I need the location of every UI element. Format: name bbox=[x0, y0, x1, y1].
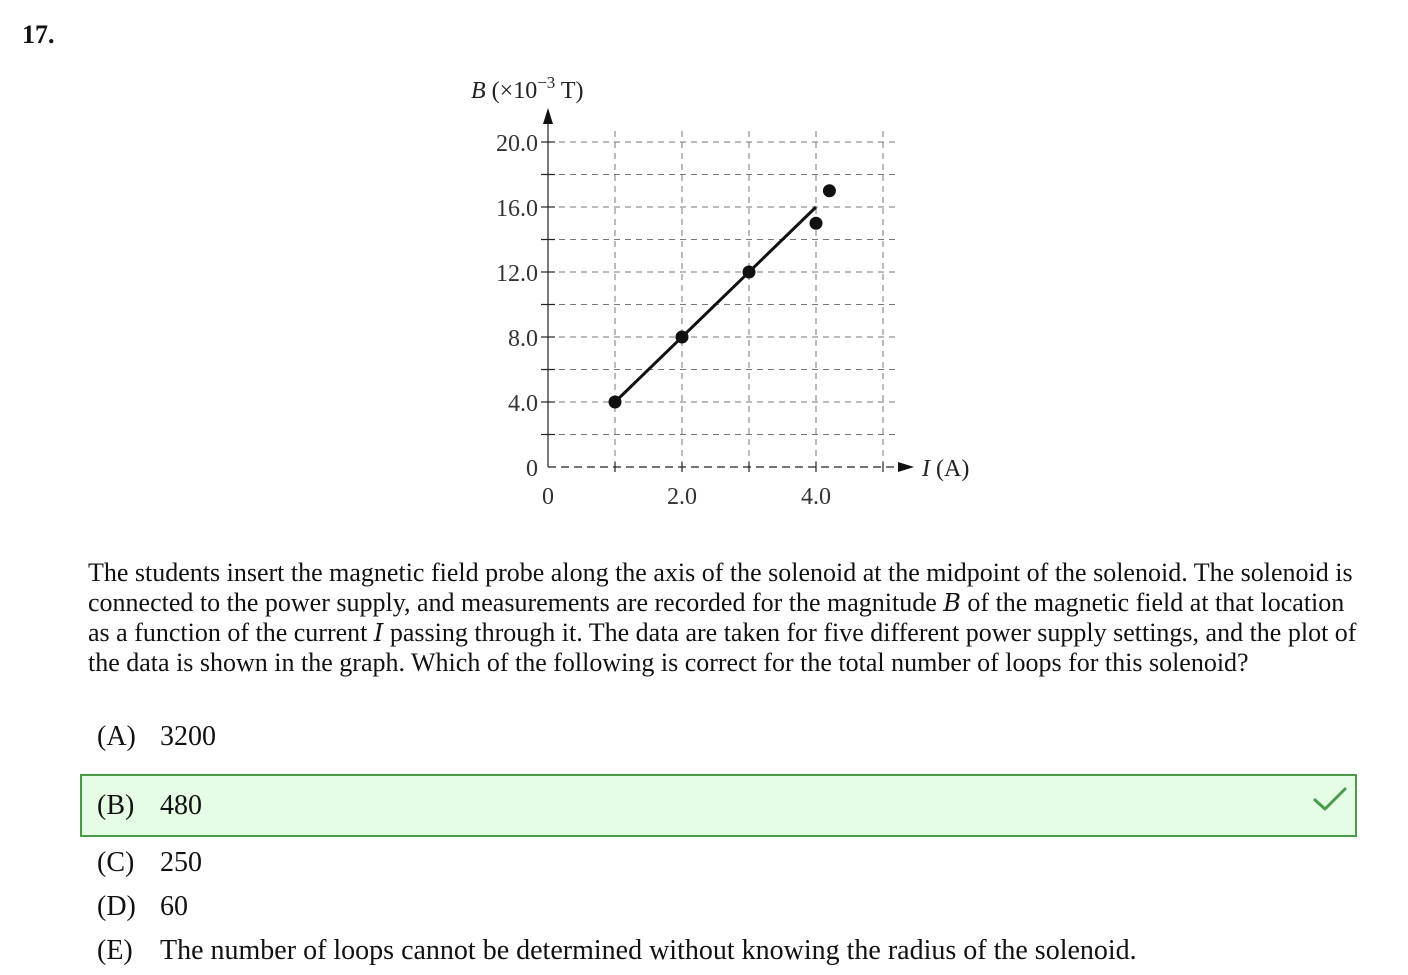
stem-part-2: of the magnetic field at that location as a function of the current bbox=[88, 588, 1345, 647]
data-point bbox=[810, 217, 823, 230]
question-stem bbox=[88, 558, 1363, 678]
stem-var-b: B bbox=[943, 589, 961, 617]
y-tick-label: 0 bbox=[526, 456, 538, 482]
checkmark-icon bbox=[1311, 784, 1349, 814]
choice-text: 60 bbox=[160, 891, 188, 922]
x-axis-arrow-icon bbox=[898, 462, 914, 472]
choice-e[interactable] bbox=[80, 927, 1357, 975]
y-tick-label: 12.0 bbox=[496, 261, 538, 287]
y-tick-label: 4.0 bbox=[508, 391, 538, 417]
choice-letter: (B) bbox=[97, 789, 135, 821]
choice-b[interactable] bbox=[80, 774, 1357, 837]
stem-part-3: passing through it. The data are taken for five different power supply settings, and the plot of the data is shown in the graph. Which of the following is correct for the total number of loops for this solenoid? bbox=[88, 618, 1357, 677]
x-tick-label: 2.0 bbox=[667, 484, 697, 510]
choice-text: 3200 bbox=[160, 721, 216, 752]
choice-text: The number of loops cannot be determined without knowing the radius of the solenoid. bbox=[160, 935, 1137, 966]
choice-letter: (C) bbox=[97, 847, 135, 878]
y-axis-label: B ($\times 10^{-3}$ T) bbox=[471, 73, 584, 104]
choice-text: 250 bbox=[160, 847, 202, 878]
y-tick-label: 8.0 bbox=[508, 326, 538, 352]
data-point bbox=[609, 396, 622, 409]
fit-line bbox=[615, 207, 816, 402]
x-tick-label: 4.0 bbox=[801, 484, 831, 510]
choice-a[interactable] bbox=[80, 713, 1357, 761]
stem-var-i: I bbox=[373, 619, 384, 647]
choice-d[interactable] bbox=[80, 883, 1357, 931]
y-tick-label: 20.0 bbox=[496, 131, 538, 157]
data-point bbox=[823, 184, 836, 197]
data-point bbox=[743, 266, 756, 279]
data-point bbox=[676, 331, 689, 344]
y-tick-label: 16.0 bbox=[496, 196, 538, 222]
choice-letter: (D) bbox=[97, 891, 136, 922]
question-number: 17. bbox=[22, 20, 55, 49]
choice-text: 480 bbox=[160, 789, 202, 821]
choice-letter: (E) bbox=[97, 935, 133, 966]
choice-letter: (A) bbox=[97, 721, 136, 752]
stem-part-1: The students insert the magnetic field probe along the axis of the solenoid at the midpoint of the solenoid. The solenoid is connected to the power supply, and measurements are recorded for the magnitude bbox=[88, 558, 1353, 617]
answer-choices bbox=[80, 720, 1357, 975]
y-axis-arrow-icon bbox=[543, 108, 553, 124]
x-axis-label: I (A) bbox=[922, 456, 970, 482]
x-tick-label: 0 bbox=[542, 484, 554, 510]
choice-c[interactable] bbox=[80, 839, 1357, 887]
